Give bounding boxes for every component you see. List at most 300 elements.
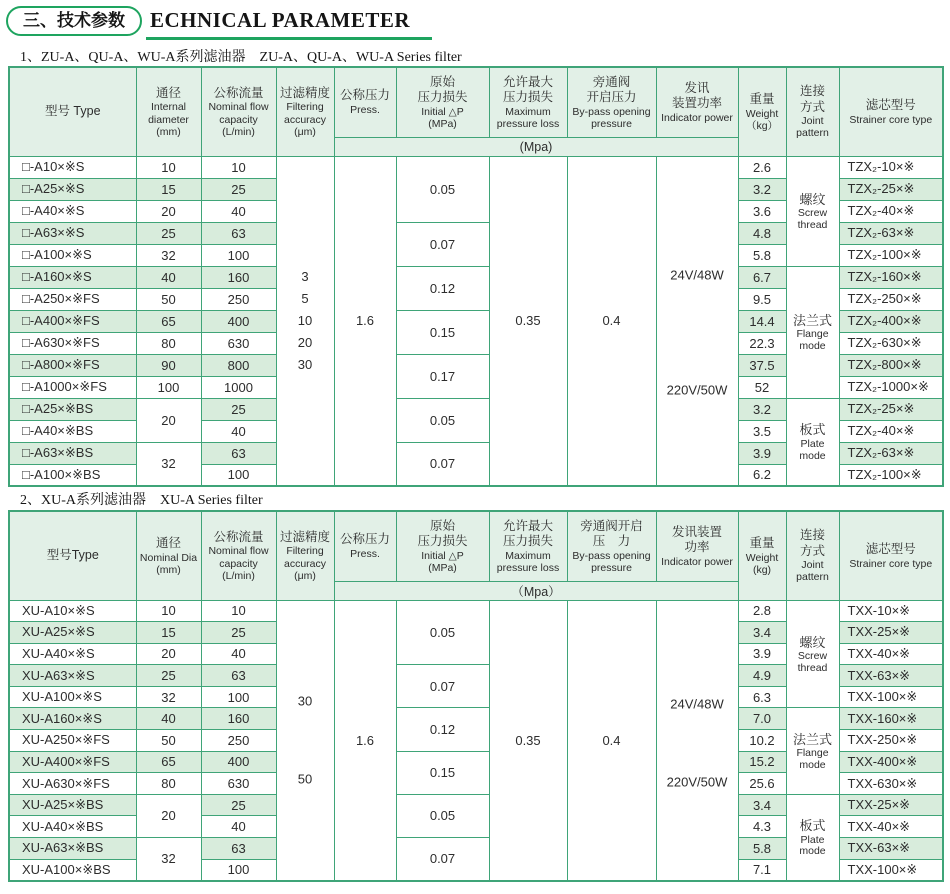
header-text: 通径 <box>155 535 181 550</box>
header-text: 开启压力 <box>586 90 637 105</box>
cell-type: XU-A40×※BS <box>9 816 136 838</box>
cell-weight: 3.2 <box>738 178 786 200</box>
cell-weight: 3.2 <box>738 398 786 420</box>
cell-type: XU-A160×※S <box>9 708 136 730</box>
header-text: Strainer core type <box>849 113 933 126</box>
col-header-indicator <box>656 511 738 581</box>
cell-flow: 40 <box>201 643 276 665</box>
cell-core-type: TZX₂-100×※ <box>839 244 943 266</box>
header-text: Press. <box>350 548 380 561</box>
cell-core-type: TZX₂-250×※ <box>839 288 943 310</box>
cell-core-type: TZX₂-800×※ <box>839 354 943 376</box>
header-text: Joint pattern <box>796 559 829 584</box>
col-header-pressure <box>334 67 396 137</box>
joint-zh: 螺纹 <box>799 634 826 650</box>
joint-en: Screw thread <box>797 650 828 674</box>
accuracy-value: 3 <box>301 268 309 284</box>
cell-diameter: 65 <box>136 310 201 332</box>
cell-core-type: TZX₂-10×※ <box>839 156 943 178</box>
cell-initial-dp: 0.07 <box>396 838 489 881</box>
col-header-accuracy <box>276 67 334 156</box>
cell-diameter: 15 <box>136 178 201 200</box>
cell-flow: 100 <box>201 859 276 881</box>
cell-type: XU-A63×※BS <box>9 838 136 860</box>
power-24v: 24V/48W <box>670 696 724 712</box>
cell-weight: 9.5 <box>738 288 786 310</box>
cell-core-type: TZX₂-400×※ <box>839 310 943 332</box>
col-header-weight <box>738 67 786 156</box>
cell-flow: 160 <box>201 266 276 288</box>
section-title-badge <box>6 6 142 36</box>
cell-core-type: TXX-100×※ <box>839 686 943 708</box>
power-220v: 220V/50W <box>666 382 728 398</box>
header-text: 压 力 <box>592 534 631 549</box>
col-header-core <box>839 67 943 156</box>
cell-pressure: 1.6 <box>334 156 396 486</box>
col-header-indicator <box>656 67 738 137</box>
cell-type: XU-A100×※S <box>9 686 136 708</box>
cell-type: XU-A25×※S <box>9 622 136 644</box>
cell-diameter: 40 <box>136 266 201 288</box>
accuracy-value: 50 <box>297 771 313 787</box>
cell-diameter: 20 <box>136 643 201 665</box>
cell-type: □-A100×※S <box>9 244 136 266</box>
cell-indicator-power <box>656 600 738 881</box>
table-row <box>9 156 943 178</box>
cell-type: □-A400×※FS <box>9 310 136 332</box>
cell-weight: 3.6 <box>738 200 786 222</box>
cell-core-type: TZX₂-25×※ <box>839 398 943 420</box>
cell-diameter: 40 <box>136 708 201 730</box>
cell-diameter: 32 <box>136 686 201 708</box>
cell-type: □-A25×※S <box>9 178 136 200</box>
table2-caption <box>20 489 263 509</box>
cell-weight: 4.3 <box>738 816 786 838</box>
header-text: 型号 Type <box>44 103 101 118</box>
accuracy-values <box>277 266 334 376</box>
header-text: 型号Type <box>46 547 99 562</box>
cell-diameter: 50 <box>136 730 201 752</box>
header-text: 过滤精度 <box>279 85 330 100</box>
cell-initial-dp: 0.12 <box>396 708 489 751</box>
cell-initial-dp: 0.15 <box>396 751 489 794</box>
cell-flow: 25 <box>201 622 276 644</box>
cell-weight: 25.6 <box>738 773 786 795</box>
cell-flow: 1000 <box>201 376 276 398</box>
cell-weight: 4.9 <box>738 665 786 687</box>
header-text: Weight <box>745 107 779 120</box>
col-header-pressure <box>334 511 396 581</box>
cell-type: □-A250×※FS <box>9 288 136 310</box>
cell-diameter: 90 <box>136 354 201 376</box>
col-header-initial-dp <box>396 67 489 137</box>
cell-weight: 7.1 <box>738 859 786 881</box>
cell-core-type: TXX-63×※ <box>839 665 943 687</box>
cell-flow: 40 <box>201 816 276 838</box>
col-header-core <box>839 511 943 600</box>
header-text: Initial △P <box>421 549 464 562</box>
table2-caption-en: XU-A Series filter <box>160 493 263 508</box>
header-text: 重量 <box>749 535 775 550</box>
accuracy-value: 20 <box>297 334 313 350</box>
header-text: Nominal flow capacity <box>208 101 269 126</box>
table2-caption-zh: 2、XU-A系列滤油器 <box>20 493 146 508</box>
joint-en: Flange mode <box>796 328 829 352</box>
cell-joint-plate <box>786 794 839 880</box>
header-text: (L/min) <box>222 569 255 582</box>
cell-type: □-A1000×※FS <box>9 376 136 398</box>
header-text: 公称压力 <box>339 532 390 547</box>
cell-joint-screw <box>786 600 839 708</box>
cell-accuracy <box>276 600 334 881</box>
table1-caption-en: ZU-A、QU-A、WU-A Series filter <box>259 50 462 65</box>
col-header-weight <box>738 511 786 600</box>
header-text: （kg） <box>745 119 779 132</box>
joint-en: Plate mode <box>799 833 826 858</box>
cell-bypass: 0.4 <box>567 156 656 486</box>
cell-core-type: TXX-160×※ <box>839 708 943 730</box>
cell-joint-flange <box>786 266 839 398</box>
header-text: 发讯装置 <box>671 524 722 539</box>
header-text: 滤芯型号 <box>865 541 916 556</box>
cell-weight: 6.3 <box>738 686 786 708</box>
cell-type: XU-A100×※BS <box>9 859 136 881</box>
header-text: Indicator power <box>661 555 733 568</box>
header-text: (MPa) <box>428 117 457 130</box>
cell-core-type: TXX-250×※ <box>839 730 943 752</box>
accuracy-value: 30 <box>297 693 313 709</box>
cell-type: XU-A400×※FS <box>9 751 136 773</box>
cell-flow: 250 <box>201 730 276 752</box>
header-text: 方式 <box>799 543 825 558</box>
col-header-flow <box>201 511 276 600</box>
cell-initial-dp: 0.07 <box>396 665 489 708</box>
cell-initial-dp: 0.17 <box>396 354 489 398</box>
header-text: 公称流量 <box>213 529 264 544</box>
header-text: 压力损失 <box>502 90 553 105</box>
cell-type: □-A160×※S <box>9 266 136 288</box>
cell-core-type: TXX-630×※ <box>839 773 943 795</box>
cell-initial-dp: 0.07 <box>396 442 489 486</box>
cell-weight: 22.3 <box>738 332 786 354</box>
parameter-table-xu <box>8 510 944 882</box>
cell-diameter: 32 <box>136 838 201 881</box>
joint-en: Screw thread <box>797 207 828 231</box>
cell-weight: 3.4 <box>738 622 786 644</box>
cell-diameter: 50 <box>136 288 201 310</box>
cell-diameter: 80 <box>136 773 201 795</box>
cell-core-type: TXX-400×※ <box>839 751 943 773</box>
header-text: Filtering accuracy <box>283 101 326 126</box>
header-text: 重量 <box>749 91 775 106</box>
cell-core-type: TZX₂-100×※ <box>839 464 943 486</box>
accuracy-value: 30 <box>297 356 313 372</box>
cell-flow: 400 <box>201 310 276 332</box>
header-text: Joint pattern <box>796 115 829 140</box>
cell-core-type: TZX₂-63×※ <box>839 442 943 464</box>
cell-indicator-power <box>656 156 738 486</box>
header-text: (L/min) <box>222 125 255 138</box>
col-header-flow <box>201 67 276 156</box>
accuracy-value: 5 <box>301 290 309 306</box>
power-24v: 24V/48W <box>670 267 724 283</box>
cell-core-type: TXX-63×※ <box>839 838 943 860</box>
col-header-max-loss <box>489 511 567 581</box>
cell-diameter: 15 <box>136 622 201 644</box>
cell-type: □-A40×※BS <box>9 420 136 442</box>
cell-flow: 25 <box>201 178 276 200</box>
cell-weight: 3.5 <box>738 420 786 442</box>
header-text: 旁通阀 <box>592 74 631 89</box>
cell-type: □-A63×※S <box>9 222 136 244</box>
joint-en: Flange mode <box>796 747 829 771</box>
cell-type: XU-A250×※FS <box>9 730 136 752</box>
col-header-type <box>9 511 136 600</box>
cell-core-type: TXX-40×※ <box>839 816 943 838</box>
header-text: 连接 <box>799 528 825 543</box>
header-text: 方式 <box>799 99 825 114</box>
cell-flow: 400 <box>201 751 276 773</box>
header-text: Initial △P <box>421 105 464 118</box>
cell-flow: 250 <box>201 288 276 310</box>
header-text: 装置功率 <box>671 96 722 111</box>
cell-weight: 5.8 <box>738 838 786 860</box>
cell-weight: 2.6 <box>738 156 786 178</box>
cell-diameter: 65 <box>136 751 201 773</box>
cell-type: XU-A630×※FS <box>9 773 136 795</box>
cell-core-type: TZX₂-160×※ <box>839 266 943 288</box>
cell-core-type: TZX₂-63×※ <box>839 222 943 244</box>
cell-type: XU-A63×※S <box>9 665 136 687</box>
cell-diameter: 80 <box>136 332 201 354</box>
header-text: 原始 <box>429 74 455 89</box>
cell-flow: 63 <box>201 838 276 860</box>
header-row <box>9 67 943 137</box>
header-text: (kg) <box>752 563 772 576</box>
cell-initial-dp: 0.05 <box>396 156 489 222</box>
cell-weight: 3.9 <box>738 442 786 464</box>
cell-diameter: 10 <box>136 156 201 178</box>
header-text: 过滤精度 <box>279 529 330 544</box>
cell-diameter: 20 <box>136 794 201 837</box>
cell-flow: 25 <box>201 794 276 816</box>
cell-type: □-A100×※BS <box>9 464 136 486</box>
cell-flow: 100 <box>201 686 276 708</box>
cell-flow: 10 <box>201 156 276 178</box>
header-text: Weight <box>745 551 779 564</box>
cell-joint-plate <box>786 398 839 486</box>
cell-type: XU-A25×※BS <box>9 794 136 816</box>
col-header-max-loss <box>489 67 567 137</box>
header-text: Internal diameter <box>148 101 189 126</box>
cell-weight: 4.8 <box>738 222 786 244</box>
cell-max-loss: 0.35 <box>489 600 567 881</box>
cell-max-loss: 0.35 <box>489 156 567 486</box>
table1-caption <box>20 46 462 66</box>
cell-diameter: 32 <box>136 442 201 486</box>
cell-weight: 6.7 <box>738 266 786 288</box>
header-text: 允许最大 <box>502 74 553 89</box>
header-text: (mm) <box>156 563 181 576</box>
table-row <box>9 266 943 288</box>
cell-bypass: 0.4 <box>567 600 656 881</box>
cell-flow: 63 <box>201 222 276 244</box>
cell-weight: 2.8 <box>738 600 786 622</box>
cell-flow: 800 <box>201 354 276 376</box>
header-text: By-pass opening pressure <box>572 549 651 574</box>
cell-flow: 100 <box>201 244 276 266</box>
header-row <box>9 511 943 581</box>
col-header-joint <box>786 511 839 600</box>
cell-weight: 7.0 <box>738 708 786 730</box>
cell-flow: 63 <box>201 442 276 464</box>
accuracy-value: 10 <box>297 312 313 328</box>
header-text: 压力损失 <box>417 90 468 105</box>
cell-type: □-A63×※BS <box>9 442 136 464</box>
header-text: Press. <box>350 104 380 117</box>
table1-caption-zh: 1、ZU-A、QU-A、WU-A系列滤油器 <box>20 50 246 65</box>
header-text: 压力损失 <box>502 534 553 549</box>
cell-core-type: TXX-10×※ <box>839 600 943 622</box>
title-underline <box>146 37 432 40</box>
cell-diameter: 10 <box>136 600 201 622</box>
header-text: 压力损失 <box>417 534 468 549</box>
mpa-unit-cell: （Mpa） <box>334 581 738 600</box>
col-header-initial-dp <box>396 511 489 581</box>
header-text: By-pass opening pressure <box>572 105 651 130</box>
cell-core-type: TZX₂-630×※ <box>839 332 943 354</box>
header-text: 通径 <box>155 85 181 100</box>
cell-weight: 15.2 <box>738 751 786 773</box>
cell-core-type: TZX₂-1000×※ <box>839 376 943 398</box>
cell-core-type: TXX-40×※ <box>839 643 943 665</box>
col-header-accuracy <box>276 511 334 600</box>
header-text: Filtering accuracy <box>283 545 326 570</box>
cell-core-type: TXX-25×※ <box>839 622 943 644</box>
table-row <box>9 398 943 420</box>
col-header-diameter <box>136 67 201 156</box>
joint-zh: 法兰式 <box>792 312 832 328</box>
cell-core-type: TZX₂-40×※ <box>839 200 943 222</box>
page-title: ECHNICAL PARAMETER <box>150 8 411 32</box>
col-header-diameter <box>136 511 201 600</box>
col-header-joint <box>786 67 839 156</box>
header-text: 公称流量 <box>213 85 264 100</box>
cell-core-type: TZX₂-25×※ <box>839 178 943 200</box>
cell-weight: 3.9 <box>738 643 786 665</box>
header-text: Maximum pressure loss <box>496 105 560 130</box>
joint-zh: 板式 <box>799 817 826 833</box>
cell-initial-dp: 0.15 <box>396 310 489 354</box>
cell-diameter: 20 <box>136 398 201 442</box>
title-zh: 三、技术参数 <box>23 11 125 30</box>
cell-pressure: 1.6 <box>334 600 396 881</box>
cell-weight: 6.2 <box>738 464 786 486</box>
cell-diameter: 100 <box>136 376 201 398</box>
cell-flow: 25 <box>201 398 276 420</box>
header-text: 功率 <box>684 540 710 555</box>
header-text: (MPa) <box>428 561 457 574</box>
table-row <box>9 794 943 816</box>
cell-core-type: TXX-25×※ <box>839 794 943 816</box>
header-text: 允许最大 <box>502 518 553 533</box>
power-220v: 220V/50W <box>666 774 728 790</box>
header-text: Maximum pressure loss <box>496 549 560 574</box>
header-text: Indicator power <box>661 111 733 124</box>
header-text: (μm) <box>294 569 316 582</box>
cell-flow: 630 <box>201 773 276 795</box>
table-row <box>9 600 943 622</box>
joint-zh: 板式 <box>799 422 826 438</box>
cell-flow: 63 <box>201 665 276 687</box>
cell-weight: 52 <box>738 376 786 398</box>
cell-diameter: 32 <box>136 244 201 266</box>
cell-type: □-A40×※S <box>9 200 136 222</box>
cell-diameter: 25 <box>136 665 201 687</box>
header-text: Nominal flow capacity <box>208 545 269 570</box>
cell-joint-flange <box>786 708 839 794</box>
joint-zh: 螺纹 <box>799 191 826 207</box>
cell-initial-dp: 0.05 <box>396 794 489 837</box>
cell-type: □-A800×※FS <box>9 354 136 376</box>
joint-en: Plate mode <box>799 437 826 462</box>
cell-initial-dp: 0.07 <box>396 222 489 266</box>
header-text: 旁通阀开启 <box>580 518 643 533</box>
cell-flow: 630 <box>201 332 276 354</box>
col-header-bypass <box>567 67 656 137</box>
cell-diameter: 25 <box>136 222 201 244</box>
joint-zh: 法兰式 <box>792 731 832 747</box>
cell-weight: 14.4 <box>738 310 786 332</box>
cell-weight: 10.2 <box>738 730 786 752</box>
cell-type: □-A25×※BS <box>9 398 136 420</box>
parameter-table-zu-qu-wu <box>8 66 944 487</box>
header-text: Strainer core type <box>849 557 933 570</box>
cell-diameter: 20 <box>136 200 201 222</box>
header-text: 原始 <box>429 518 455 533</box>
header-text: 公称压力 <box>339 88 390 103</box>
header-text: 发讯 <box>684 80 710 95</box>
cell-flow: 100 <box>201 464 276 486</box>
header-text: 连接 <box>799 84 825 99</box>
cell-weight: 3.4 <box>738 794 786 816</box>
cell-initial-dp: 0.05 <box>396 600 489 665</box>
header-text: (μm) <box>294 125 316 138</box>
cell-weight: 5.8 <box>738 244 786 266</box>
cell-flow: 40 <box>201 420 276 442</box>
cell-initial-dp: 0.12 <box>396 266 489 310</box>
cell-type: □-A630×※FS <box>9 332 136 354</box>
mpa-unit-cell: (Mpa) <box>334 137 738 156</box>
cell-flow: 10 <box>201 600 276 622</box>
cell-core-type: TZX₂-40×※ <box>839 420 943 442</box>
cell-weight: 37.5 <box>738 354 786 376</box>
cell-type: XU-A40×※S <box>9 643 136 665</box>
cell-accuracy <box>276 156 334 486</box>
table-row <box>9 708 943 730</box>
cell-core-type: TXX-100×※ <box>839 859 943 881</box>
header-text: Nominal Dia <box>139 551 198 564</box>
cell-joint-screw <box>786 156 839 266</box>
col-header-type <box>9 67 136 156</box>
header-text: 滤芯型号 <box>865 97 916 112</box>
header-text: (mm) <box>156 125 181 138</box>
col-header-bypass <box>567 511 656 581</box>
cell-flow: 160 <box>201 708 276 730</box>
cell-flow: 40 <box>201 200 276 222</box>
cell-type: XU-A10×※S <box>9 600 136 622</box>
cell-type: □-A10×※S <box>9 156 136 178</box>
